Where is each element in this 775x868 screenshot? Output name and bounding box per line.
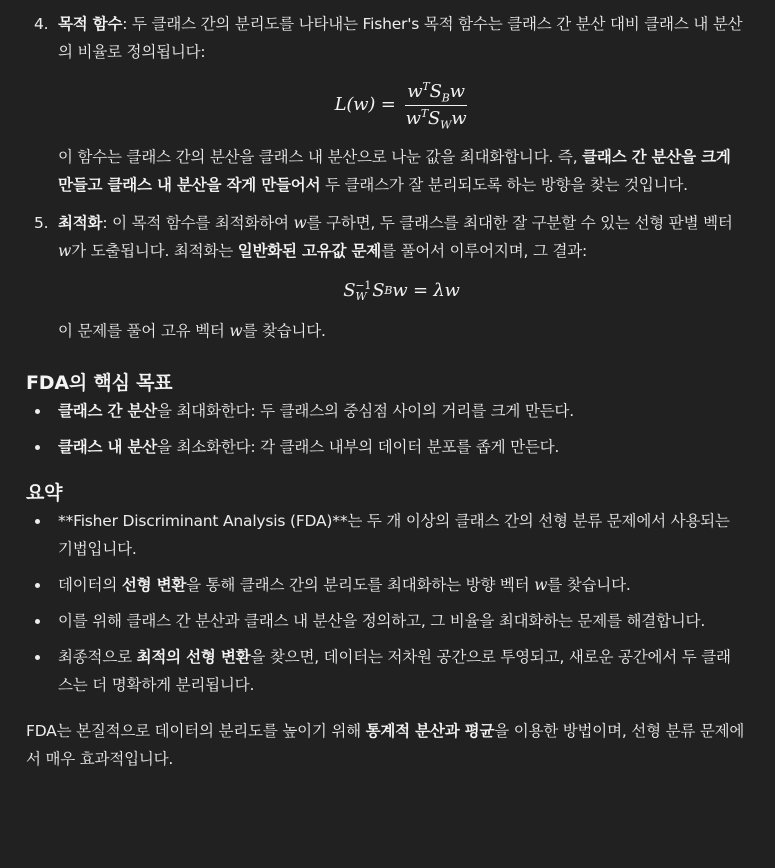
list-item: **Fisher Discriminant Analysis (FDA)**는 두 개 이상의 클래스 간의 선형 분류 문제에서 사용되는 기법입니다. — [26, 507, 745, 563]
fraction-numerator: $w^TS_Bw$ — [407, 79, 465, 105]
list-item: 클래스 내 분산을 최소화한다: 각 클래스 내부의 데이터 분포를 좁게 만든다. — [26, 433, 745, 461]
section-heading-core-goals: FDA의 핵심 목표 — [26, 372, 173, 394]
math-var-w: w — [293, 214, 307, 232]
math-var-w: w — [58, 242, 72, 260]
step-objective-function — [26, 10, 745, 205]
equation-fraction — [404, 80, 469, 131]
step-title: 목적 함수 — [58, 15, 123, 33]
numbered-steps — [26, 0, 745, 345]
list-item: 최종적으로 최적의 선형 변환을 찾으면, 데이터는 저차원 공간으로 투영되고, 새로운 공간에서 두 클래스는 더 명확하게 분리됩니다. — [26, 643, 745, 699]
closing-paragraph: FDA는 본질적으로 데이터의 분리도를 높이기 위해 통계적 분산과 평균을 이용한 방법이며, 선형 분류 문제에서 매우 효과적입니다. — [26, 722, 745, 768]
objective-equation — [58, 67, 745, 143]
step-number: 5. — [34, 214, 49, 232]
step-intro: 최적화: 이 목적 함수를 최적화하여 w를 구하면, 두 클래스를 최대한 잘 구분할 수 있는 선형 판별 벡터 w가 도출됩니다. 최적화는 일반화된 고유값 문제를 풀어서 이루어지며, 그 결과: — [58, 214, 733, 260]
list-item: 이를 위해 클래스 간 분산과 클래스 내 분산을 정의하고, 그 비율을 최대화하는 문제를 해결합니다. — [26, 607, 745, 635]
emphasis-text: 클래스 간 분산을 크게 만들고 클래스 내 분산을 작게 만들어서 — [58, 148, 731, 194]
step-explanation: 이 함수는 클래스 간의 분산을 클래스 내 분산으로 나눈 값을 최대화합니다. 즉, 클래스 간 분산을 크게 만들고 클래스 내 분산을 작게 만들어서 두 클래스가 잘 분리되도록 하는 방향을 찾는 것입니다. — [58, 148, 731, 194]
step-optimization — [26, 209, 745, 345]
step-number: 4. — [34, 15, 49, 33]
equation-lhs: L(w) = — [334, 94, 396, 115]
step-title: 최적화 — [58, 214, 103, 232]
summary-list — [26, 507, 745, 699]
section-heading-summary: 요약 — [26, 482, 63, 504]
list-item: 클래스 간 분산을 최대화한다: 두 클래스의 중심점 사이의 거리를 크게 만든다. — [26, 397, 745, 425]
math-var-w: w — [534, 576, 548, 594]
emphasis-text: 일반화된 고유값 문제 — [237, 242, 382, 260]
eigen-equation: S −1 W S B w = λw — [343, 279, 460, 303]
core-goals-list — [26, 397, 745, 461]
list-item: 데이터의 선형 변환을 통해 클래스 간의 분리도를 최대화하는 방향 벡터 w를 찾습니다. — [26, 571, 745, 599]
fraction-denominator: $w^TS_Ww$ — [405, 106, 467, 132]
step-intro-text: : 두 클래스 간의 분리도를 나타내는 Fisher's 목적 함수는 클래스 간 분산 대비 클래스 내 분산의 비율로 정의됩니다: — [58, 15, 743, 61]
step-intro — [58, 10, 745, 66]
math-var-w: w — [229, 322, 243, 340]
step-explanation: 이 문제를 풀어 고유 벡터 w를 찾습니다. — [58, 322, 326, 340]
